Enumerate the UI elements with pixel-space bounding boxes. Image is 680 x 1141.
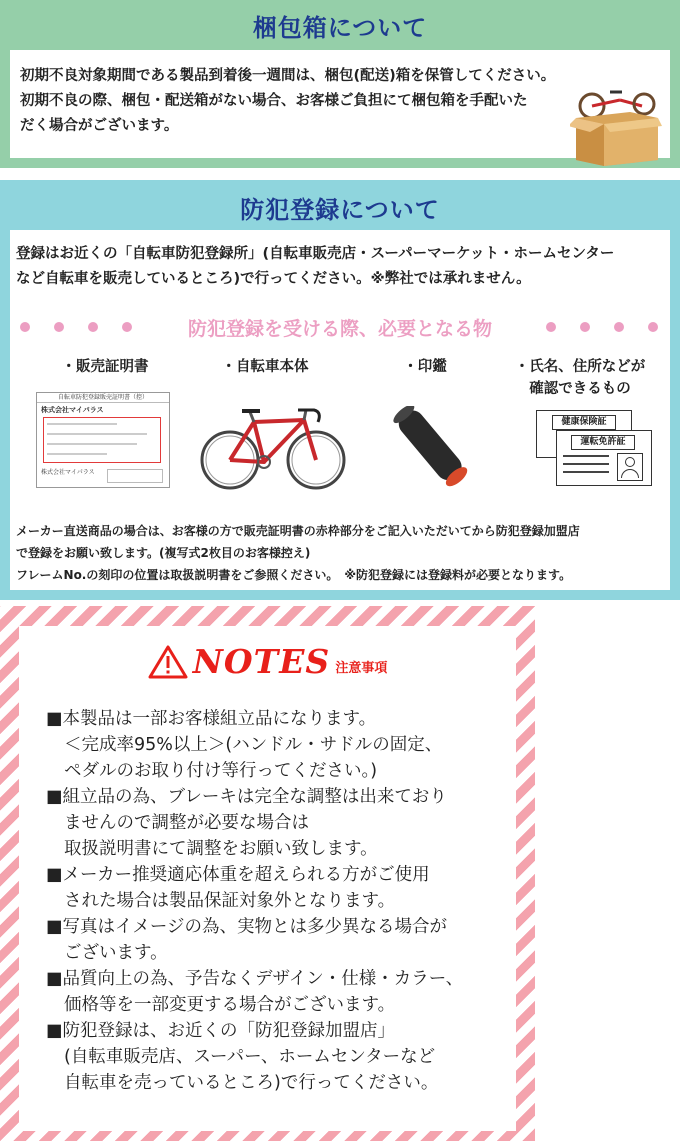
- registration-note-line: フレームNo.の刻印の位置は取扱説明書をご参照ください。 ※防犯登録には登録料が必要となります。: [16, 568, 572, 582]
- drivers-license-image: [556, 430, 652, 486]
- note-line: 取扱説明書にて調整をお願い致します。: [64, 839, 378, 859]
- note-item: [46, 862, 506, 914]
- photo-icon: [617, 453, 643, 481]
- note-line: ■写真はイメージの為、実物とは多少異なる場合が: [46, 917, 448, 937]
- packaging-line: だく場合がございます。: [20, 118, 179, 134]
- insurance-card-label: 健康保険証: [552, 415, 616, 430]
- item-sales-certificate-label: ・販売証明書: [61, 359, 149, 375]
- certificate-company: 株式会社マイパラス: [41, 406, 104, 414]
- item-seal-label: ・印鑑: [403, 359, 447, 375]
- intro-line: 登録はお近くの「自転車防犯登録所」(自転車販売店・スーパーマーケット・ホームセンター: [16, 246, 615, 262]
- registration-note-line: で登録をお願い致します。(複写式2枚目のお客様控え): [16, 546, 311, 560]
- note-line: された場合は製品保証対象外となります。: [64, 891, 396, 911]
- registration-title: 防犯登録について: [240, 196, 440, 224]
- note-line: ＜完成率95%以上＞(ハンドル・サドルの固定、: [64, 735, 443, 755]
- bicycle-image: [198, 400, 348, 492]
- bike-box-icon: [570, 88, 662, 168]
- packaging-section: [0, 0, 680, 168]
- note-line: ■品質向上の為、予告なくデザイン・仕様・カラー、: [46, 969, 464, 989]
- certificate-footer: 株式会社マイパラス: [41, 469, 95, 476]
- item-bicycle-label: ・自転車本体: [221, 359, 309, 375]
- note-item: [46, 1018, 506, 1096]
- card-line: [563, 463, 609, 465]
- note-line: 価格等を一部変更する場合がございます。: [64, 995, 396, 1015]
- note-item: [46, 966, 506, 1018]
- warning-icon: [148, 644, 188, 680]
- packaging-box: [10, 50, 670, 158]
- required-items-heading: [10, 312, 670, 342]
- notes-section: [0, 606, 535, 1141]
- item-id-label-line1: ・氏名、住所などが: [514, 359, 646, 375]
- note-line: ■本製品は一部お客様組立品になります。: [46, 709, 377, 729]
- certificate-stamp-area: [107, 469, 163, 483]
- note-line: ■組立品の為、ブレーキは完全な調整は出来ており: [46, 787, 447, 807]
- packaging-text: [20, 64, 600, 139]
- certificate-line: [47, 433, 147, 435]
- note-line: ■防犯登録は、お近くの「防犯登録加盟店」: [46, 1021, 396, 1041]
- license-card-label: 運転免許証: [571, 435, 635, 450]
- note-line: ませんので調整が必要な場合は: [64, 813, 309, 833]
- registration-note-line: メーカー直送商品の場合は、お客様の方で販売証明書の赤枠部分をご記入いただいてから防犯登録加盟店: [16, 524, 580, 538]
- note-line: (自転車販売店、スーパー、ホームセンターなど: [64, 1047, 436, 1067]
- note-line: 自転車を売っているところ)で行ってください。: [64, 1073, 439, 1093]
- packaging-line: 初期不良対象期間である製品到着後一週間は、梱包(配送)箱を保管してください。: [20, 68, 556, 84]
- registration-intro: [16, 242, 666, 292]
- certificate-line: [47, 453, 107, 455]
- certificate-line: [47, 423, 117, 425]
- item-id-label: [500, 356, 660, 400]
- notes-subtitle: 注意事項: [335, 661, 388, 676]
- decor-dot: [546, 322, 556, 332]
- notes-title: NOTES: [192, 642, 331, 681]
- decor-dot: [648, 322, 658, 332]
- card-line: [563, 471, 609, 473]
- intro-line: など自転車を販売しているところ)で行ってください。※弊社では承れません。: [16, 271, 531, 287]
- seal-stamp-image: [392, 406, 472, 492]
- item-id-label-line2: 確認できるもの: [529, 381, 631, 397]
- registration-notes: [16, 520, 668, 586]
- decor-dot: [614, 322, 624, 332]
- decor-dot: [580, 322, 590, 332]
- registration-box: [10, 230, 670, 590]
- note-line: ■メーカー推奨適応体重を超えられる方がご使用: [46, 865, 430, 885]
- packaging-line: 初期不良の際、梱包・配送箱がない場合、お客様ご負担にて梱包箱を手配いた: [20, 93, 528, 109]
- registration-section: [0, 180, 680, 600]
- card-line: [563, 455, 609, 457]
- packaging-title: 梱包箱について: [252, 14, 428, 42]
- note-line: ございます。: [64, 943, 168, 963]
- sales-certificate-image: [36, 392, 170, 488]
- note-line: ペダルのお取り付け等行ってください。): [64, 761, 378, 781]
- certificate-header: 自転車防犯登録販売証明書（控）: [37, 393, 169, 403]
- notes-panel: [19, 626, 516, 1131]
- notes-header: [19, 642, 516, 692]
- note-item: [46, 784, 506, 862]
- notes-list: [46, 706, 506, 1096]
- required-items-title: 防犯登録を受ける際、必要となる物: [187, 318, 492, 340]
- note-item: [46, 706, 506, 784]
- certificate-line: [47, 443, 137, 445]
- note-item: [46, 914, 506, 966]
